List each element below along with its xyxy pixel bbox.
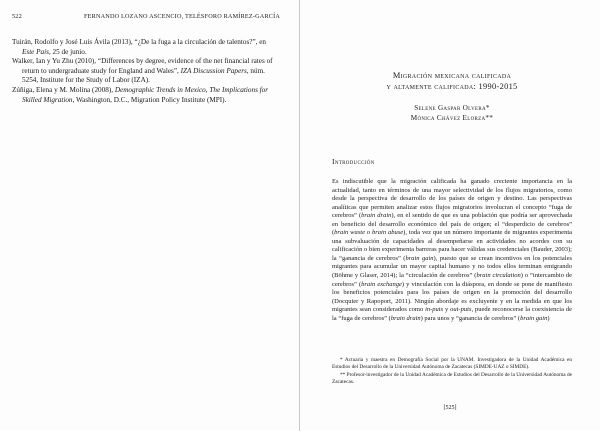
chapter-title-block <box>326 70 578 123</box>
body-paragraph: Es indiscutible que la migración calificada ha ganado creciente importancia en la actualidad, tanto en términos de una mayor selectividad de los flujos migratorios, como desde la perspectiva de desarrollo de los países de origen y destino. Las perspectivas analíticas que permiten analizar estos flujos migratorios involucran el concepto “fuga de cerebros” (brain drain), en el sentido de que es una población que podría ser aprovechada en beneficio del desarrollo económico del país de origen; el “desperdicio de cerebros” (brain waste o brain abuse), toda vez que un número importante de migrantes experimenta una subvaluación de capacidades al desempeñarse en actividades no acordes con su calificación o bien experimenta barreras para hacer válidas sus credenciales (Bauder, 2003); la “ganancia de cerebros” (brain gain), puesto que se crean incentivos en los potenciales migrantes para acumular un mayor capital humano y no todos ellos terminan emigrando (Böhme y Glaser, 2014); la “circulación de cerebros” (brain circulation) o “intercambio de cerebros” (brain exchange) y vinculación con la diáspora, en donde se pone de manifiesto los beneficios potenciales para los países de origen en la promoción del desarrollo (Docquier y Rapoport, 2011). Ningún abordaje es excluyente y en la medida en que los migrantes sean considerados como in-puts y out-puts, puede reconocerse la coexistencia de la “fuga de cerebros” (brain drain) para unos y “ganancia de cerebros” (brain gain) <box>332 178 573 322</box>
reference-entry: Walker, Ian y Yu Zhu (2010), “Differences by degree, evidence of the net financial rates of return to undergraduate study for England and Wales”, IZA Discussion Papers, núm. 5254, Institute for the Study of Labor (IZA). <box>12 57 273 85</box>
footnote: * Actuaria y maestra en Demografía Social por la UNAM. Investigadora de la Unidad Académica en Estudios del Desarrollo de la Universidad Autónoma de Zacatecas (SIMDE-UAZ o SIMDE). <box>332 357 572 371</box>
chapter-title-line: Migración mexicana calificada <box>392 71 512 80</box>
right-page <box>300 0 600 431</box>
page-folio: [525] <box>443 405 457 411</box>
reference-list <box>12 38 280 105</box>
page-number-left: 522 <box>12 13 22 20</box>
footnotes <box>332 357 572 386</box>
footnote: ** Profesor-investigador de la Unidad Académica de Estudios del Desarrollo de la Universidad Autónoma de Zacatecas. <box>332 371 572 385</box>
reference-entry: Zúñiga, Elena y M. Molina (2008), Demographic Trends in Mexico, The Implications for Skilled Migration, Washington, D.C., Migration Policy Institute (MPI). <box>12 85 269 104</box>
running-head-authors: FERNANDO LOZANO ASCENCIO, TELÉSFORO RAMÍREZ-GARCÍA <box>84 13 281 20</box>
reference-entry: Tuirán, Rodolfo y José Luis Ávila (2013), “¿De la fuga a la circulación de talentos?”, en Este País, 25 de junio. <box>12 38 267 56</box>
section-heading: Introducción <box>332 157 375 166</box>
author-name: Selene Gaspar Olvera* <box>414 104 490 112</box>
chapter-title-line: y altamente calificada: 1990-2015 <box>386 82 518 91</box>
author-name: Mónica Chávez Elorza** <box>410 114 494 122</box>
